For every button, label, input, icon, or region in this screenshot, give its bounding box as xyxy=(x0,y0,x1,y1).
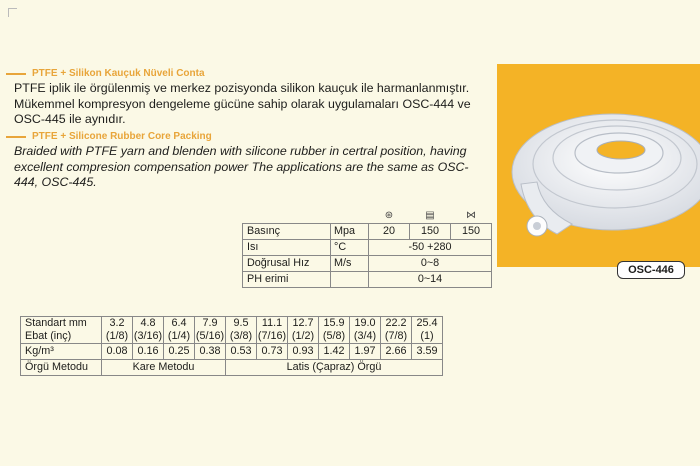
size-label-method: Örgü Metodu xyxy=(21,360,102,376)
size-row-method xyxy=(21,360,443,376)
size-cell-mm: 11.1 xyxy=(257,317,288,331)
size-cell-mm: 12.7 xyxy=(288,317,319,331)
size-cell-mm: 3.2 xyxy=(102,317,133,331)
size-cell-mm: 6.4 xyxy=(164,317,195,331)
size-cell-kg: 0.08 xyxy=(102,344,133,360)
size-cell-inch: (1) xyxy=(412,330,443,344)
paragraph-english: Braided with PTFE yarn and blenden with silicone rubber in certral position, having excellent compresion compensation power The applications are the same as OSC-444, OSC-445. xyxy=(14,144,469,189)
header-english xyxy=(6,131,212,142)
size-cell-mm: 4.8 xyxy=(133,317,164,331)
size-cell-kg: 0.93 xyxy=(288,344,319,360)
valve-icon: ⋈ xyxy=(466,210,476,221)
size-table xyxy=(20,316,443,376)
packing-coil-illustration xyxy=(497,64,700,267)
size-cell-kg: 2.66 xyxy=(381,344,412,360)
crop-mark-top-left xyxy=(8,8,17,17)
paragraph-turkish: PTFE iplik ile örgülenmiş ve merkez pozisyonda silikon kauçuk ile harmanlanmıştır. Mükemmel kompresyon dengeleme gücüne sahip olarak uygulamaları OSC-444 ve OSC-445 ile aynıdır. xyxy=(14,81,471,126)
spec-value: -50 +280 xyxy=(369,240,492,256)
spec-value: 20 xyxy=(369,224,410,240)
size-row-mm xyxy=(21,317,443,331)
size-cell-inch: (1/4) xyxy=(164,330,195,344)
size-cell-kg: 1.42 xyxy=(319,344,350,360)
method-lattice: Latis (Çapraz) Örgü xyxy=(226,360,443,376)
product-code-label: OSC-446 xyxy=(617,261,685,279)
header-turkish xyxy=(6,68,205,79)
spec-value: 150 xyxy=(451,224,492,240)
spec-label-pressure: Basınç xyxy=(243,224,331,240)
spec-label-ph: PH erimi xyxy=(243,272,331,288)
size-cell-inch: (7/8) xyxy=(381,330,412,344)
size-cell-inch: (1/2) xyxy=(288,330,319,344)
size-cell-kg: 1.97 xyxy=(350,344,381,360)
size-cell-inch: (5/8) xyxy=(319,330,350,344)
size-cell-inch: (3/16) xyxy=(133,330,163,342)
spec-unit-temperature: °C xyxy=(331,240,369,256)
rotary-pump-icon: ⊛ xyxy=(384,210,394,221)
size-cell-kg: 3.59 xyxy=(412,344,443,360)
method-square: Kare Metodu xyxy=(102,360,226,376)
size-label-mm: Standart mm xyxy=(21,317,102,331)
size-cell-kg: 0.25 xyxy=(164,344,195,360)
size-cell-mm: 9.5 xyxy=(226,317,257,331)
spec-value: 0~14 xyxy=(369,272,492,288)
size-cell-mm: 22.2 xyxy=(381,317,412,331)
spec-label-speed: Doğrusal Hız xyxy=(243,256,331,272)
size-cell-inch: (3/4) xyxy=(350,330,381,344)
size-row-inch xyxy=(21,330,443,344)
size-label-kg: Kg/m³ xyxy=(21,344,102,360)
size-cell-inch: (1/8) xyxy=(102,330,133,344)
spec-label-temperature: Isı xyxy=(243,240,331,256)
spec-value: 150 xyxy=(410,224,451,240)
spec-row-ph xyxy=(243,272,492,288)
header-turkish-text: PTFE + Silikon Kauçuk Nüveli Conta xyxy=(32,68,205,79)
size-cell-mm: 7.9 xyxy=(195,317,226,331)
size-cell-kg: 0.16 xyxy=(133,344,164,360)
size-cell-inch: (5/16) xyxy=(195,330,225,342)
size-cell-kg: 0.38 xyxy=(195,344,226,360)
spec-row-temperature xyxy=(243,240,492,256)
size-cell-mm: 25.4 xyxy=(412,317,443,331)
spec-table xyxy=(242,208,492,288)
product-photo xyxy=(497,64,700,267)
spec-icon-row xyxy=(243,208,492,224)
spec-row-speed xyxy=(243,256,492,272)
size-cell-mm: 19.0 xyxy=(350,317,381,331)
size-cell-kg: 0.73 xyxy=(257,344,288,360)
size-cell-inch: (7/16) xyxy=(257,330,287,342)
spec-unit-speed: M/s xyxy=(331,256,369,272)
header-english-text: PTFE + Silicone Rubber Core Packing xyxy=(32,131,212,142)
size-cell-mm: 15.9 xyxy=(319,317,350,331)
reciprocating-pump-icon: ▤ xyxy=(425,210,435,221)
size-cell-inch: (3/8) xyxy=(226,330,257,344)
size-label-inch: Ebat (inç) xyxy=(21,330,102,344)
size-cell-kg: 0.53 xyxy=(226,344,257,360)
spec-row-pressure xyxy=(243,224,492,240)
size-row-kg xyxy=(21,344,443,360)
spec-value: 0~8 xyxy=(369,256,492,272)
spec-unit-ph xyxy=(331,272,369,288)
spec-unit-pressure: Mpa xyxy=(331,224,369,240)
